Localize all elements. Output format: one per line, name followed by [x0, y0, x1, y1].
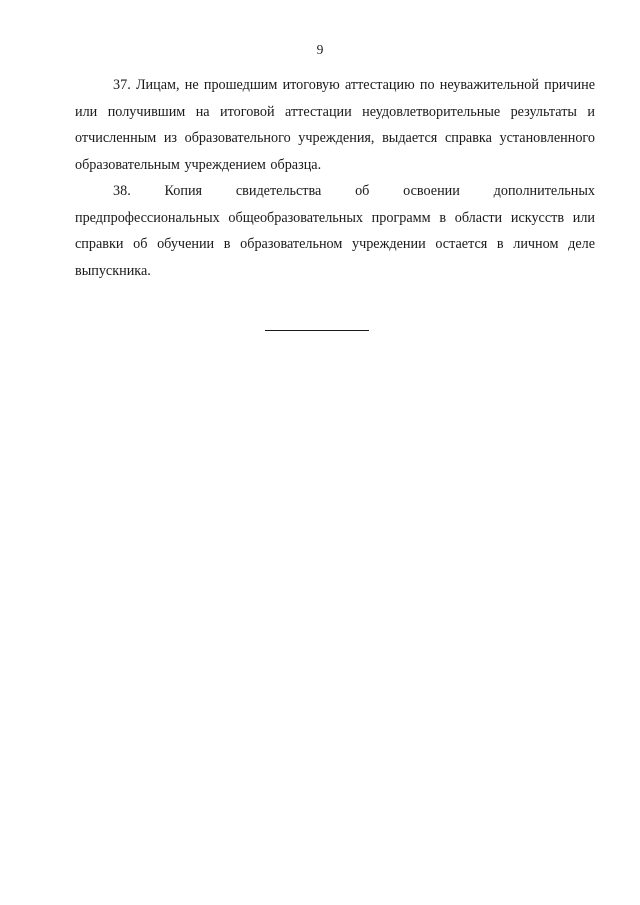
- paragraph-38: [75, 178, 595, 284]
- paragraph-number: 37.: [113, 77, 131, 93]
- end-separator-line: [265, 330, 369, 331]
- paragraph-text: Копия свидетельства об освоении дополнительных предпрофессиональных общеобразовательных программ в области искусств или справки об обучении в образовательном учреждении остается в личном деле выпускника.: [75, 183, 595, 279]
- page-number: 9: [316, 42, 324, 57]
- paragraph-37: [75, 72, 595, 178]
- document-body: [75, 72, 595, 284]
- paragraph-text: Лицам, не прошедшим итоговую аттестацию по неуважительной причине или получившим на итоговой аттестации неудовлетворительные результаты и отчисленным из образовательного учреждения, выдается справка установленного образовательным учреждением образца.: [75, 77, 596, 173]
- paragraph-number: 38.: [113, 183, 131, 199]
